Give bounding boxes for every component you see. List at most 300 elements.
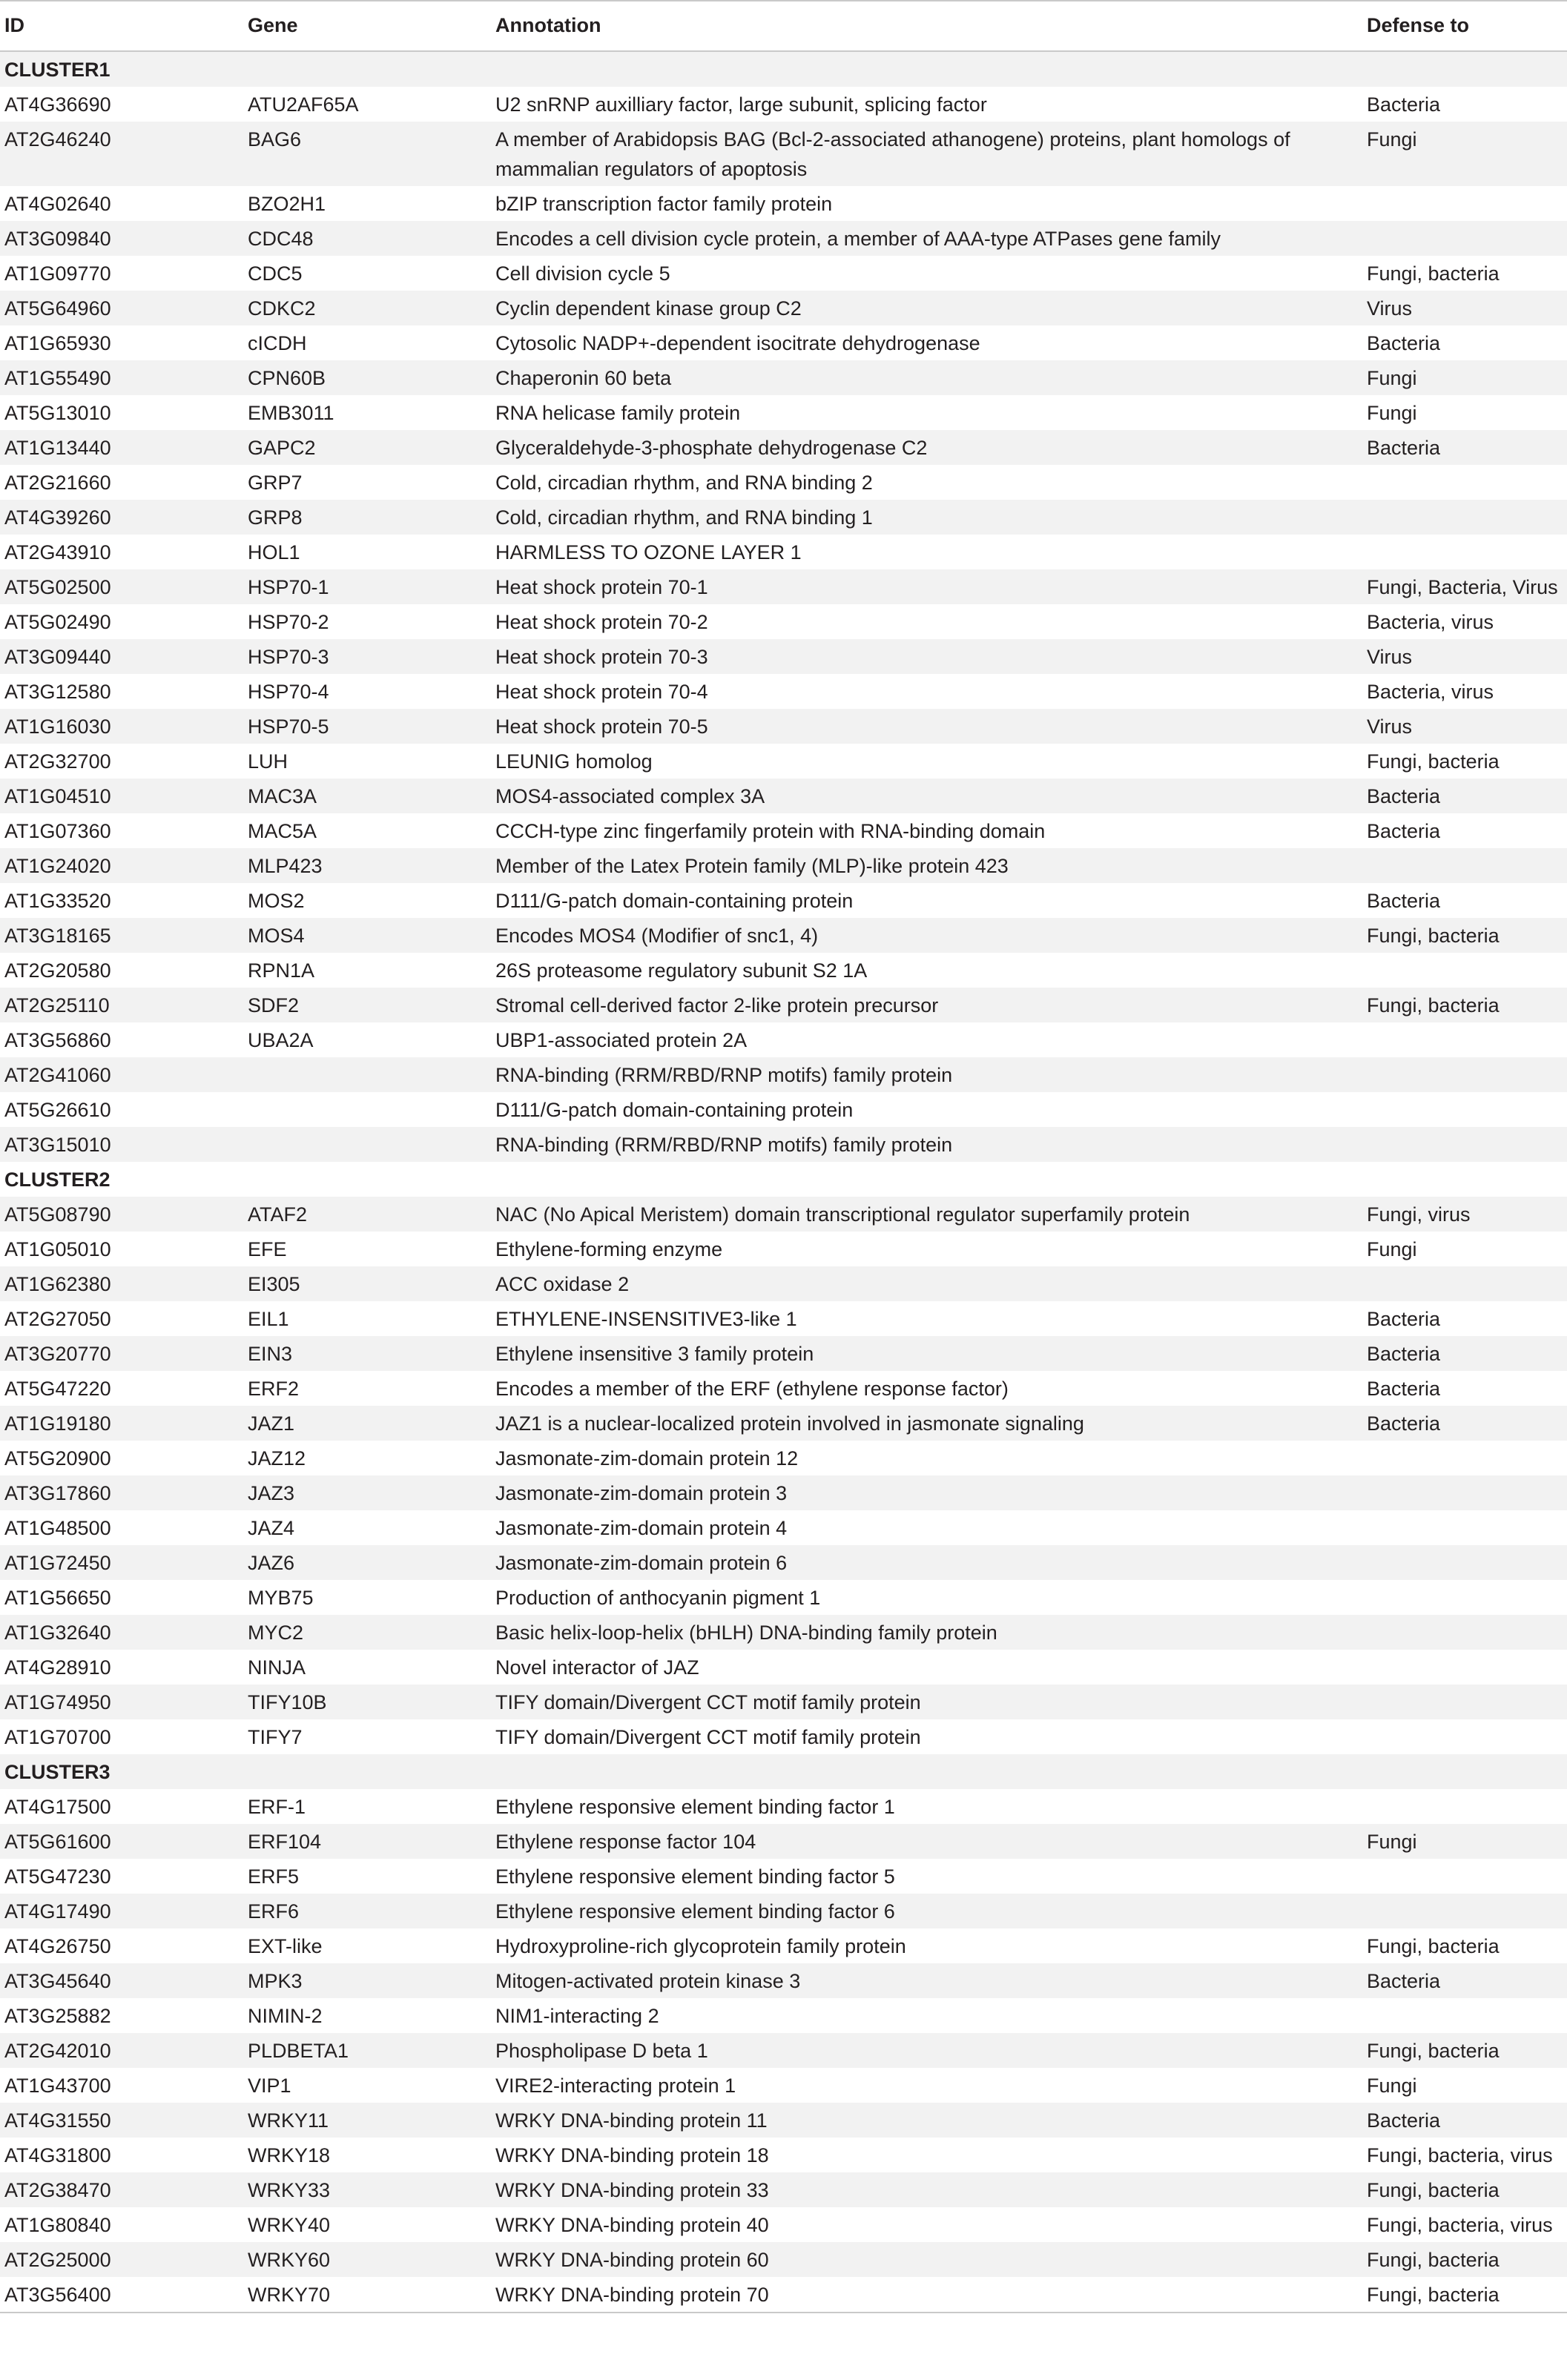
cell-defense: Fungi, virus [1367, 1203, 1471, 1226]
cell-annotation: Ethylene responsive element binding factor 1 [495, 1796, 895, 1818]
cell-gene: WRKY33 [248, 2179, 331, 2201]
table-row [0, 2207, 1567, 2242]
cell-gene: ATAF2 [248, 1203, 308, 1226]
cell-annotation: Jasmonate-zim-domain protein 3 [495, 1482, 788, 1504]
cell-id: AT1G16030 [4, 715, 111, 738]
cell-defense [1367, 1650, 1567, 1685]
cell-defense [1367, 1022, 1567, 1057]
table-row [0, 1963, 1567, 1998]
cell-id: AT2G21660 [4, 472, 111, 494]
cell-gene: BAG6 [248, 128, 302, 151]
cluster-label: CLUSTER1 [4, 59, 110, 81]
cell-gene: JAZ12 [248, 1447, 306, 1470]
table-row [0, 1371, 1567, 1406]
cell-annotation: Jasmonate-zim-domain protein 4 [495, 1517, 788, 1539]
cell-defense [1367, 1545, 1567, 1580]
cell-defense: Fungi, bacteria [1367, 925, 1500, 947]
table-row [0, 1022, 1567, 1057]
cell-annotation: Jasmonate-zim-domain protein 12 [495, 1447, 799, 1470]
cell-id: AT1G33520 [4, 890, 111, 912]
cell-annotation: WRKY DNA-binding protein 60 [495, 2249, 769, 2271]
cell-id: AT5G02490 [4, 611, 111, 633]
cell-gene: EIL1 [248, 1308, 289, 1330]
table-row [0, 1406, 1567, 1441]
cell-defense [1367, 465, 1567, 500]
column-header-gene: Gene [248, 1, 495, 51]
cell-gene: VIP1 [248, 2075, 291, 2097]
cell-id: AT1G32640 [4, 1622, 111, 1644]
cell-gene: ERF-1 [248, 1796, 306, 1818]
cell-annotation: Ethylene responsive element binding factor 6 [495, 1900, 895, 1923]
cell-gene: GAPC2 [248, 437, 316, 459]
cell-gene: ERF5 [248, 1865, 300, 1888]
cell-gene [248, 1057, 495, 1092]
table-row [0, 221, 1567, 256]
cell-gene: CDC48 [248, 228, 314, 250]
cell-defense [1367, 1441, 1567, 1475]
cell-annotation: Ethylene insensitive 3 family protein [495, 1343, 814, 1365]
cell-annotation: UBP1-associated protein 2A [495, 1029, 748, 1051]
table-row [0, 2033, 1567, 2068]
cell-id: AT5G61600 [4, 1831, 111, 1853]
cell-annotation: WRKY DNA-binding protein 11 [495, 2109, 768, 2132]
cell-annotation: Heat shock protein 70-5 [495, 715, 708, 738]
cell-annotation: TIFY domain/Divergent CCT motif family protein [495, 1726, 921, 1748]
cell-defense: Fungi, bacteria [1367, 2040, 1500, 2062]
cell-defense [1367, 1789, 1567, 1824]
cell-id: AT1G04510 [4, 785, 111, 807]
table-row [0, 186, 1567, 221]
cell-annotation: MOS4-associated complex 3A [495, 785, 765, 807]
cell-defense [1367, 1092, 1567, 1127]
cell-id: AT2G41060 [4, 1064, 111, 1086]
cell-gene: ERF6 [248, 1900, 300, 1923]
cell-gene: WRKY40 [248, 2214, 331, 2236]
cell-gene: WRKY70 [248, 2277, 495, 2313]
cell-gene: HSP70-3 [248, 646, 329, 668]
cell-defense: Bacteria [1367, 1378, 1441, 1400]
table-row [0, 2172, 1567, 2207]
cell-annotation: U2 snRNP auxilliary factor, large subunit, splicing factor [495, 93, 987, 116]
cell-id: AT4G31800 [4, 2144, 111, 2166]
cell-gene: MYC2 [248, 1622, 304, 1644]
cell-id: AT5G47230 [4, 1865, 111, 1888]
cell-defense [1367, 186, 1567, 221]
table-row [0, 848, 1567, 883]
cell-defense [1367, 221, 1567, 256]
cell-annotation: Encodes MOS4 (Modifier of snc1, 4) [495, 925, 819, 947]
cell-annotation: Jasmonate-zim-domain protein 6 [495, 1552, 788, 1574]
cell-defense: Fungi, bacteria [1367, 2249, 1500, 2271]
header-row [0, 1, 1567, 51]
cell-defense: Bacteria, virus [1367, 611, 1494, 633]
table-row [0, 1615, 1567, 1650]
cell-annotation: CCCH-type zinc fingerfamily protein with RNA-binding domain [495, 820, 1046, 842]
cell-gene: GRP7 [248, 472, 303, 494]
cell-annotation: VIRE2-interacting protein 1 [495, 2075, 736, 2097]
table-row [0, 2103, 1567, 2138]
cell-defense: Virus [1367, 715, 1413, 738]
cell-id: AT1G74950 [4, 1691, 111, 1713]
table-row [0, 779, 1567, 813]
cell-annotation: Glyceraldehyde-3-phosphate dehydrogenase C2 [495, 437, 928, 459]
table-row [0, 1510, 1567, 1545]
cell-gene: JAZ3 [248, 1482, 295, 1504]
table-row [0, 2242, 1567, 2277]
cell-annotation: D111/G-patch domain-containing protein [495, 890, 854, 912]
cell-annotation: Cell division cycle 5 [495, 262, 670, 285]
cell-defense [1367, 1615, 1567, 1650]
table-row [0, 1545, 1567, 1580]
cell-defense: Bacteria [1367, 2109, 1441, 2132]
table-row [0, 360, 1567, 395]
cell-defense [1367, 1998, 1567, 2033]
cell-annotation: Ethylene response factor 104 [495, 1831, 756, 1853]
cell-annotation: 26S proteasome regulatory subunit S2 1A [495, 959, 868, 982]
table-row [0, 1092, 1567, 1127]
table-body [0, 51, 1567, 2313]
cell-gene: EXT-like [248, 1935, 323, 1957]
cell-defense: Fungi, bacteria [1367, 994, 1500, 1017]
table-row [0, 1650, 1567, 1685]
cell-defense [1367, 1894, 1567, 1928]
cell-annotation: Chaperonin 60 beta [495, 367, 672, 389]
cell-gene: TIFY7 [248, 1726, 303, 1748]
cell-id: AT2G27050 [4, 1308, 111, 1330]
cell-gene: PLDBETA1 [248, 2040, 349, 2062]
cell-id: AT3G12580 [4, 681, 111, 703]
cell-annotation: Encodes a member of the ERF (ethylene response factor) [495, 1378, 1009, 1400]
cell-id: AT2G42010 [4, 2040, 111, 2062]
cell-gene: MLP423 [248, 855, 323, 877]
cell-id: AT1G72450 [4, 1552, 111, 1574]
table-row [0, 709, 1567, 744]
cell-id: AT5G47220 [4, 1378, 111, 1400]
cell-gene: EFE [248, 1238, 287, 1260]
cell-id: AT1G43700 [4, 2075, 111, 2097]
table-row [0, 465, 1567, 500]
table-row [0, 1998, 1567, 2033]
cell-gene: JAZ6 [248, 1552, 295, 1574]
cell-defense [1367, 1127, 1567, 1162]
cell-annotation: D111/G-patch domain-containing protein [495, 1099, 854, 1121]
cell-annotation: Cold, circadian rhythm, and RNA binding 2 [495, 472, 873, 494]
cell-gene: WRKY60 [248, 2249, 331, 2271]
cell-gene: HSP70-4 [248, 681, 329, 703]
cell-annotation: ACC oxidase 2 [495, 1273, 630, 1295]
table-row [0, 325, 1567, 360]
table-row [0, 535, 1567, 569]
cell-defense: Fungi, bacteria, virus [1367, 2144, 1553, 2166]
cell-gene: GRP8 [248, 506, 303, 529]
cell-annotation: Heat shock protein 70-1 [495, 576, 708, 598]
cell-id: AT5G64960 [4, 297, 111, 320]
cell-gene: MAC5A [248, 820, 317, 842]
cell-id: AT4G26750 [4, 1935, 111, 1957]
cell-annotation: A member of Arabidopsis BAG (Bcl-2-associated athanogene) proteins, plant homologs of mammalian regulators of apoptosis [495, 128, 1290, 180]
table-row [0, 813, 1567, 848]
cell-id: AT5G02500 [4, 576, 111, 598]
cell-id: AT4G17490 [4, 1900, 111, 1923]
cell-defense: Fungi [1367, 1831, 1417, 1853]
cell-id: AT4G17500 [4, 1796, 111, 1818]
cell-id: AT3G18165 [4, 925, 111, 947]
cell-defense [1367, 848, 1567, 883]
cell-annotation: Ethylene-forming enzyme [495, 1238, 723, 1260]
cell-id: AT3G45640 [4, 1970, 111, 1992]
cell-annotation: WRKY DNA-binding protein 40 [495, 2214, 769, 2236]
cell-id: AT3G09440 [4, 646, 111, 668]
cell-id: AT5G08790 [4, 1203, 111, 1226]
cell-annotation: Mitogen-activated protein kinase 3 [495, 1970, 801, 1992]
table-row [0, 1057, 1567, 1092]
table-header [0, 1, 1567, 51]
cell-defense [1367, 1580, 1567, 1615]
cell-id: AT1G24020 [4, 855, 111, 877]
cell-id: AT2G32700 [4, 750, 111, 773]
cell-gene: JAZ4 [248, 1517, 295, 1539]
cell-annotation: WRKY DNA-binding protein 33 [495, 2179, 769, 2201]
cell-gene: MOS4 [248, 925, 305, 947]
cell-gene: HOL1 [248, 541, 300, 563]
cell-id: AT1G07360 [4, 820, 111, 842]
cell-annotation: Stromal cell-derived factor 2-like protein precursor [495, 994, 939, 1017]
table-row [0, 883, 1567, 918]
cell-defense: Fungi, bacteria [1367, 1935, 1500, 1957]
cell-annotation: Encodes a cell division cycle protein, a member of AAA-type ATPases gene family [495, 228, 1221, 250]
cell-gene: MOS2 [248, 890, 305, 912]
cluster-label: CLUSTER2 [4, 1168, 110, 1191]
table-row [0, 744, 1567, 779]
cell-gene: NIMIN-2 [248, 2005, 323, 2027]
cell-annotation: ETHYLENE-INSENSITIVE3-like 1 [495, 1308, 797, 1330]
cell-gene: WRKY18 [248, 2144, 331, 2166]
cell-gene: CPN60B [248, 367, 326, 389]
column-header-defense: Defense to [1367, 1, 1567, 51]
cell-defense: Fungi, bacteria [1367, 2277, 1567, 2313]
cell-id: AT2G43910 [4, 541, 111, 563]
cell-annotation: RNA helicase family protein [495, 402, 741, 424]
cell-id: AT1G65930 [4, 332, 111, 354]
table-row [0, 569, 1567, 604]
cell-gene: CDKC2 [248, 297, 316, 320]
cell-id: AT1G48500 [4, 1517, 111, 1539]
cell-gene: EMB3011 [248, 402, 334, 424]
column-header-annotation: Annotation [495, 1, 1367, 51]
cell-id: AT2G20580 [4, 959, 111, 982]
cell-gene: EIN3 [248, 1343, 293, 1365]
cell-id: AT3G20770 [4, 1343, 111, 1365]
cell-gene: MYB75 [248, 1587, 314, 1609]
cell-id: AT2G38470 [4, 2179, 111, 2201]
table-row [0, 604, 1567, 639]
table-row [0, 1580, 1567, 1615]
table-row [0, 2068, 1567, 2103]
cell-annotation: Basic helix-loop-helix (bHLH) DNA-binding family protein [495, 1622, 997, 1644]
cell-gene: TIFY10B [248, 1691, 327, 1713]
cell-id: AT2G46240 [4, 128, 111, 151]
cluster-label: CLUSTER3 [4, 1761, 110, 1783]
cell-annotation: bZIP transcription factor family protein [495, 193, 833, 215]
cell-annotation: Novel interactor of JAZ [495, 1656, 699, 1679]
cell-gene: SDF2 [248, 994, 300, 1017]
cell-annotation: Hydroxyproline-rich glycoprotein family protein [495, 1935, 906, 1957]
table-row [0, 1824, 1567, 1859]
cell-defense: Fungi [1367, 1238, 1417, 1260]
cell-defense: Bacteria [1367, 785, 1441, 807]
cell-gene [248, 1092, 495, 1127]
cell-gene: EI305 [248, 1273, 300, 1295]
cell-defense: Bacteria [1367, 332, 1441, 354]
table-row [0, 953, 1567, 988]
cell-annotation: NIM1-interacting 2 [495, 2005, 659, 2027]
cell-id: AT1G56650 [4, 1587, 111, 1609]
cell-gene: MAC3A [248, 785, 317, 807]
cell-annotation: LEUNIG homolog [495, 750, 653, 773]
cell-gene: HSP70-5 [248, 715, 329, 738]
cell-id: AT4G36690 [4, 93, 111, 116]
cell-defense: Bacteria [1367, 437, 1441, 459]
cell-defense: Bacteria [1367, 1343, 1441, 1365]
cell-defense: Virus [1367, 646, 1413, 668]
table-row [0, 1475, 1567, 1510]
cell-defense: Fungi, Bacteria, Virus [1367, 576, 1558, 598]
cell-gene: CDC5 [248, 262, 303, 285]
cell-defense: Bacteria [1367, 1412, 1441, 1435]
cell-id: AT3G56400 [0, 2277, 248, 2313]
cell-id: AT3G17860 [4, 1482, 111, 1504]
cell-gene: BZO2H1 [248, 193, 326, 215]
cell-id: AT3G09840 [4, 228, 111, 250]
cluster-header-row [0, 1754, 1567, 1789]
table-row [0, 1197, 1567, 1232]
cell-annotation: HARMLESS TO OZONE LAYER 1 [495, 541, 802, 563]
cell-annotation: Heat shock protein 70-2 [495, 611, 708, 633]
table-row [0, 1441, 1567, 1475]
cell-gene: LUH [248, 750, 288, 773]
cell-annotation: Production of anthocyanin pigment 1 [495, 1587, 821, 1609]
cell-annotation: Ethylene responsive element binding factor 5 [495, 1865, 895, 1888]
cell-defense: Fungi, bacteria [1367, 750, 1500, 773]
cell-annotation: RNA-binding (RRM/RBD/RNP motifs) family protein [495, 1134, 953, 1156]
cell-gene: ATU2AF65A [248, 93, 359, 116]
table-row [0, 122, 1567, 186]
cell-gene [248, 1127, 495, 1162]
cell-gene: MPK3 [248, 1970, 303, 1992]
table-row [0, 1719, 1567, 1754]
cell-defense: Fungi [1367, 128, 1417, 151]
cell-id: AT1G80840 [4, 2214, 111, 2236]
cell-annotation: TIFY domain/Divergent CCT motif family protein [495, 1691, 921, 1713]
cell-defense: Fungi, bacteria, virus [1367, 2214, 1553, 2236]
cell-annotation: Cytosolic NADP+-dependent isocitrate dehydrogenase [495, 332, 980, 354]
table-row [0, 430, 1567, 465]
cluster-header-row [0, 1162, 1567, 1197]
cell-annotation: NAC (No Apical Meristem) domain transcriptional regulator superfamily protein [495, 1203, 1190, 1226]
cell-gene: NINJA [248, 1656, 306, 1679]
table-row [0, 87, 1567, 122]
cell-defense: Fungi [1367, 402, 1417, 424]
cell-gene: HSP70-1 [248, 576, 329, 598]
cell-id: AT2G25110 [4, 994, 110, 1017]
cell-id: AT2G25000 [4, 2249, 111, 2271]
table-row [0, 988, 1567, 1022]
table-row [0, 395, 1567, 430]
cell-id: AT5G13010 [4, 402, 111, 424]
column-header-id: ID [0, 1, 248, 51]
cell-id: AT5G26610 [4, 1099, 111, 1121]
table-row [0, 256, 1567, 291]
cell-defense [1367, 1510, 1567, 1545]
cell-id: AT1G70700 [4, 1726, 111, 1748]
cell-gene: HSP70-2 [248, 611, 329, 633]
cell-id: AT4G28910 [4, 1656, 111, 1679]
cell-annotation: Cyclin dependent kinase group C2 [495, 297, 802, 320]
cell-defense [1367, 953, 1567, 988]
cell-defense: Fungi [1367, 367, 1417, 389]
cell-defense: Bacteria, virus [1367, 681, 1494, 703]
table-row [0, 1232, 1567, 1266]
table-row [0, 1685, 1567, 1719]
cell-annotation: Cold, circadian rhythm, and RNA binding 1 [495, 506, 873, 529]
cell-defense: Bacteria [1367, 93, 1441, 116]
cell-gene: ERF104 [248, 1831, 322, 1853]
table-row [0, 1928, 1567, 1963]
cell-annotation: Heat shock protein 70-4 [495, 681, 708, 703]
cell-id: AT1G09770 [4, 262, 111, 285]
cell-id: AT1G05010 [4, 1238, 111, 1260]
cell-gene: ERF2 [248, 1378, 300, 1400]
table-row [0, 1789, 1567, 1824]
cell-id: AT1G55490 [4, 367, 111, 389]
cell-id: AT4G39260 [4, 506, 111, 529]
cell-id: AT3G56860 [4, 1029, 111, 1051]
cell-gene: UBA2A [248, 1029, 314, 1051]
cell-defense: Bacteria [1367, 820, 1441, 842]
cell-defense [1367, 1719, 1567, 1754]
cell-gene: JAZ1 [248, 1412, 295, 1435]
cell-defense [1367, 1057, 1567, 1092]
table-row [0, 291, 1567, 325]
cell-defense: Bacteria [1367, 1308, 1441, 1330]
cell-defense: Bacteria [1367, 890, 1441, 912]
cell-defense: Fungi [1367, 2075, 1417, 2097]
cell-id: AT4G02640 [4, 193, 111, 215]
cell-gene: RPN1A [248, 959, 315, 982]
cell-id: AT5G20900 [4, 1447, 111, 1470]
table-row [0, 1266, 1567, 1301]
table-row [0, 1301, 1567, 1336]
cell-annotation: WRKY DNA-binding protein 70 [495, 2277, 1367, 2313]
cell-annotation: Heat shock protein 70-3 [495, 646, 708, 668]
cell-defense: Fungi, bacteria [1367, 2179, 1500, 2201]
cell-defense [1367, 1685, 1567, 1719]
cell-gene: WRKY11 [248, 2109, 329, 2132]
cell-defense: Fungi, bacteria [1367, 262, 1500, 285]
cell-annotation: RNA-binding (RRM/RBD/RNP motifs) family protein [495, 1064, 953, 1086]
cell-defense: Bacteria [1367, 1970, 1441, 1992]
cell-defense [1367, 1859, 1567, 1894]
cell-defense [1367, 535, 1567, 569]
table-row [0, 918, 1567, 953]
table-row [0, 1859, 1567, 1894]
cell-annotation: WRKY DNA-binding protein 18 [495, 2144, 769, 2166]
cell-id: AT3G15010 [4, 1134, 111, 1156]
table-row [0, 1894, 1567, 1928]
cell-defense [1367, 1475, 1567, 1510]
cell-defense: Virus [1367, 297, 1413, 320]
table-row [0, 500, 1567, 535]
